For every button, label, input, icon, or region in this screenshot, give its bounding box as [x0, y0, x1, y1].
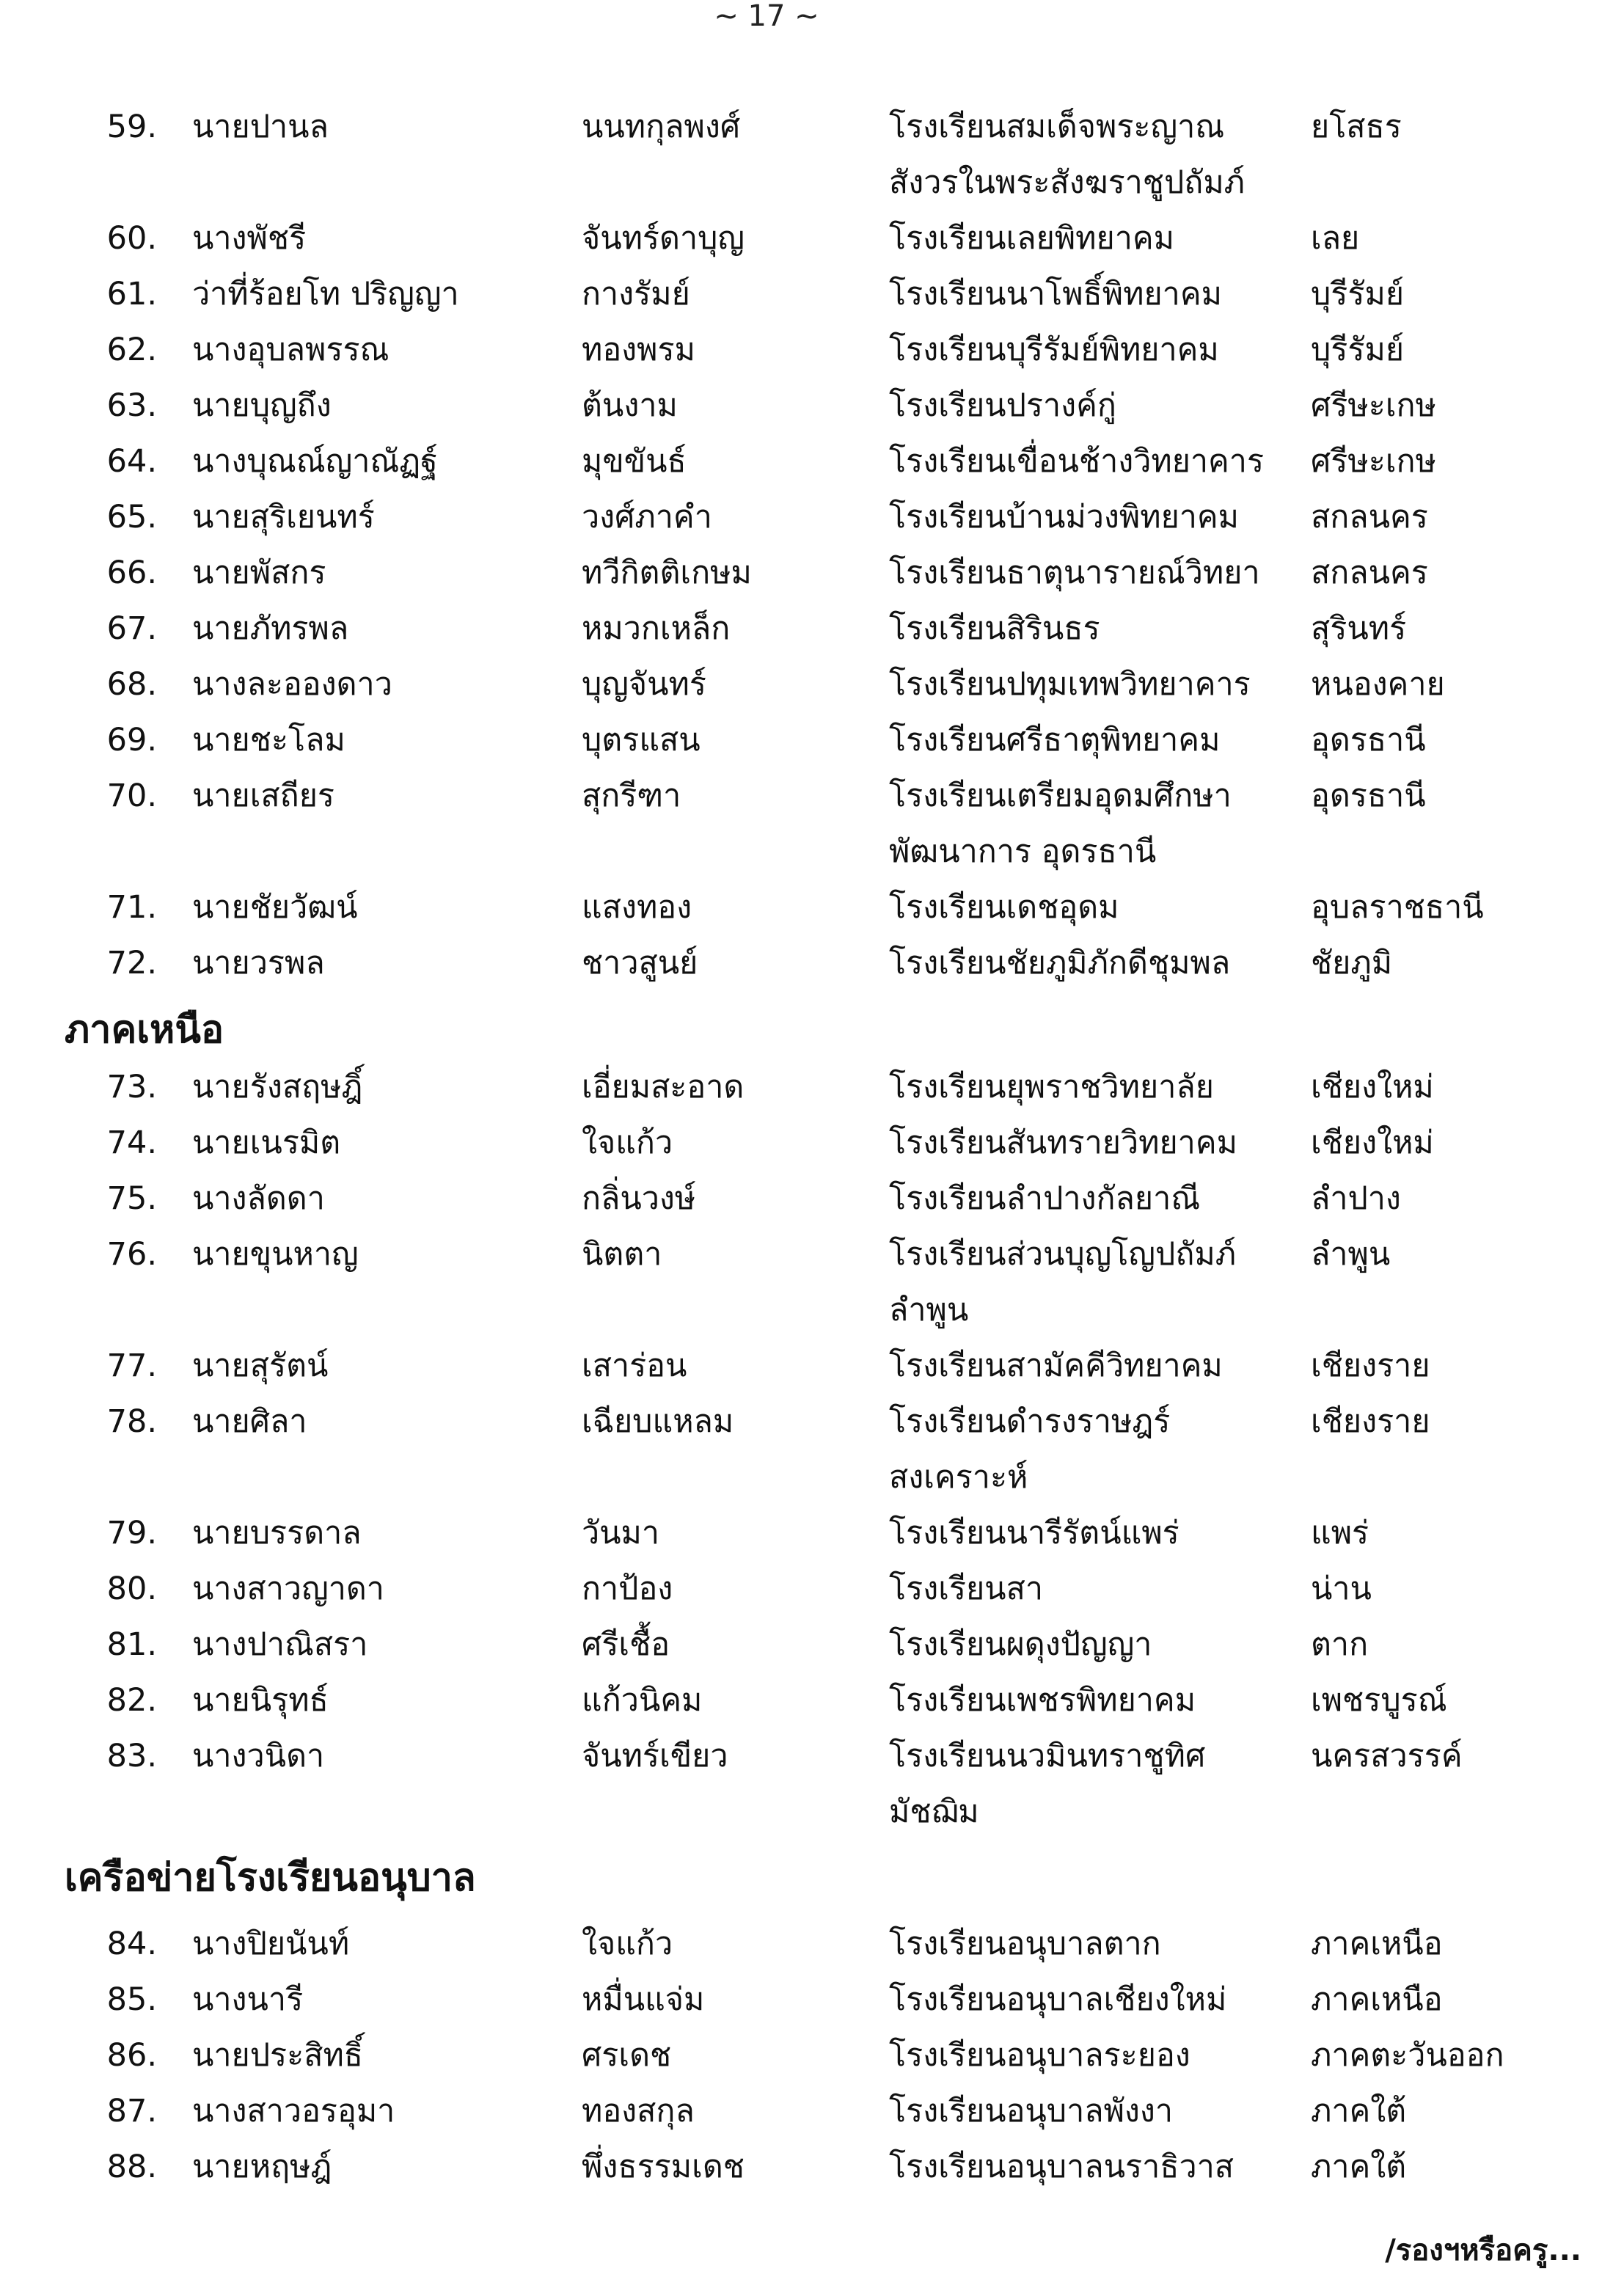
- row-number: 77.: [106, 1348, 157, 1384]
- row-number: 75.: [106, 1180, 157, 1217]
- row-number: 59.: [106, 109, 157, 145]
- province: ศรีษะเกษ: [1311, 387, 1436, 424]
- person-name: นายสุริเยนทร์: [192, 499, 375, 535]
- row-number: 79.: [106, 1515, 157, 1551]
- school-name: โรงเรียนอนุบาลเชียงใหม่: [889, 1981, 1227, 2018]
- school-name: โรงเรียนอนุบาลตาก: [889, 1926, 1161, 1962]
- person-surname: หมวกเหล็ก: [582, 610, 731, 647]
- school-name: โรงเรียนสิรินธร: [889, 610, 1100, 647]
- province: สกลนคร: [1311, 499, 1428, 535]
- person-surname: บุญจันทร์: [582, 666, 706, 703]
- school-name: โรงเรียนธาตุนารายณ์วิทยา: [889, 555, 1260, 591]
- person-surname: แสงทอง: [582, 889, 692, 926]
- person-surname: ใจแก้ว: [582, 1125, 673, 1161]
- person-surname: ชาวสูนย์: [582, 945, 698, 981]
- province: เลย: [1311, 220, 1360, 257]
- person-name: นายบรรดาล: [192, 1515, 362, 1551]
- province: เพชรบูรณ์: [1311, 1682, 1447, 1719]
- school-name: โรงเรียนลำปางกัลยาณี: [889, 1180, 1201, 1217]
- province: บุรีรัมย์: [1311, 276, 1405, 312]
- province: เชียงใหม่: [1311, 1125, 1434, 1161]
- person-name: นายนิรุทธ์: [192, 1682, 329, 1719]
- person-name: นางสาวญาดา: [192, 1571, 384, 1607]
- province: ชัยภูมิ: [1311, 945, 1393, 981]
- person-name: นางปาณิสรา: [192, 1626, 368, 1663]
- province: อุดรธานี: [1311, 722, 1426, 758]
- province: ลำพูน: [1311, 1236, 1391, 1273]
- province: บุรีรัมย์: [1311, 332, 1405, 368]
- row-number: 76.: [106, 1236, 157, 1273]
- province: น่าน: [1311, 1571, 1372, 1607]
- province: ตาก: [1311, 1626, 1369, 1663]
- school-name: โรงเรียนอนุบาลระยอง: [889, 2037, 1190, 2074]
- province: ภาคตะวันออก: [1311, 2037, 1504, 2074]
- province: ภาคใต้: [1311, 2149, 1407, 2185]
- section-heading: ภาคเหนือ: [65, 1008, 224, 1052]
- province: นครสวรรค์: [1311, 1738, 1463, 1774]
- person-surname: วันมา: [582, 1515, 660, 1551]
- person-surname: วงศ์ภาคำ: [582, 499, 712, 535]
- person-name: ว่าที่ร้อยโท ปริญญา: [192, 276, 459, 312]
- row-number: 86.: [106, 2037, 157, 2074]
- person-name: นางอุบลพรรณ: [192, 332, 389, 368]
- school-name: โรงเรียนเดชอุดม: [889, 889, 1119, 926]
- person-name: นายศิลา: [192, 1403, 307, 1440]
- person-name: นายสุรัตน์: [192, 1348, 329, 1384]
- row-number: 62.: [106, 332, 157, 368]
- person-surname: บุตรแสน: [582, 722, 701, 758]
- row-number: 66.: [106, 555, 157, 591]
- school-name: โรงเรียนศรีธาตุพิทยาคม: [889, 722, 1221, 758]
- school-name: โรงเรียนนารีรัตน์แพร่: [889, 1515, 1179, 1551]
- province: ภาคเหนือ: [1311, 1926, 1443, 1962]
- school-name: โรงเรียนชัยภูมิภักดีชุมพล: [889, 945, 1231, 981]
- person-surname: ทองพรม: [582, 332, 695, 368]
- row-number: 60.: [106, 220, 157, 257]
- province: ภาคเหนือ: [1311, 1981, 1443, 2018]
- person-surname: นิตตา: [582, 1236, 662, 1273]
- province: เชียงราย: [1311, 1348, 1430, 1384]
- school-name-continued: มัชฌิม: [889, 1794, 979, 1830]
- row-number: 87.: [106, 2093, 157, 2129]
- continuation-note: /รองฯหรือครู...: [1385, 2234, 1581, 2267]
- row-number: 70.: [106, 778, 157, 814]
- province: ศรีษะเกษ: [1311, 443, 1436, 480]
- person-surname: สุกรีฑา: [582, 778, 681, 814]
- row-number: 80.: [106, 1571, 157, 1607]
- person-surname: ศรเดช: [582, 2037, 672, 2074]
- row-number: 83.: [106, 1738, 157, 1774]
- row-number: 84.: [106, 1926, 157, 1962]
- school-name-continued: พัฒนาการ อุดรธานี: [889, 833, 1157, 870]
- person-surname: มุขขันธ์: [582, 443, 687, 480]
- row-number: 61.: [106, 276, 157, 312]
- person-surname: แก้วนิคม: [582, 1682, 703, 1719]
- person-surname: เฉียบแหลม: [582, 1403, 734, 1440]
- row-number: 78.: [106, 1403, 157, 1440]
- section-heading: เครือข่ายโรงเรียนอนุบาล: [65, 1856, 476, 1900]
- person-name: นายชัยวัฒน์: [192, 889, 358, 926]
- province: หนองคาย: [1311, 666, 1445, 703]
- province: สุรินทร์: [1311, 610, 1407, 647]
- person-name: นายหฤษฎ์: [192, 2149, 332, 2185]
- row-number: 82.: [106, 1682, 157, 1719]
- province: ยโสธร: [1311, 109, 1402, 145]
- school-name: โรงเรียนเพชรพิทยาคม: [889, 1682, 1196, 1719]
- page-number: ~ 17 ~: [714, 0, 819, 33]
- school-name: โรงเรียนสมเด็จพระญาณ: [889, 109, 1225, 145]
- person-name: นายประสิทธิ์: [192, 2037, 364, 2074]
- school-name-continued: สังวรในพระสังฆราชูปถัมภ์: [889, 164, 1246, 201]
- province: เชียงใหม่: [1311, 1069, 1434, 1105]
- row-number: 67.: [106, 610, 157, 647]
- row-number: 71.: [106, 889, 157, 926]
- school-name: โรงเรียนดำรงราษฎร์: [889, 1403, 1171, 1440]
- person-name: นางสาวอรอุมา: [192, 2093, 395, 2129]
- row-number: 63.: [106, 387, 157, 424]
- province: สกลนคร: [1311, 555, 1428, 591]
- person-surname: หมื่นแจ่ม: [582, 1981, 705, 2018]
- person-name: นางพัชรี: [192, 220, 307, 257]
- province: ภาคใต้: [1311, 2093, 1407, 2129]
- school-name: โรงเรียนบุรีรัมย์พิทยาคม: [889, 332, 1219, 368]
- person-name: นายชะโลม: [192, 722, 345, 758]
- row-number: 69.: [106, 722, 157, 758]
- person-surname: ทองสกุล: [582, 2093, 695, 2129]
- person-surname: ศรีเชื้อ: [582, 1626, 670, 1663]
- person-name: นางปิยนันท์: [192, 1926, 350, 1962]
- school-name-continued: ลำพูน: [889, 1292, 969, 1328]
- person-name: นายปานล: [192, 109, 329, 145]
- school-name: โรงเรียนเลยพิทยาคม: [889, 220, 1174, 257]
- person-surname: ทวีกิตติเกษม: [582, 555, 752, 591]
- person-name: นายขุนหาญ: [192, 1236, 359, 1273]
- school-name: โรงเรียนสันทรายวิทยาคม: [889, 1125, 1237, 1161]
- school-name: โรงเรียนเขื่อนช้างวิทยาคาร: [889, 443, 1265, 480]
- school-name: โรงเรียนสา: [889, 1571, 1043, 1607]
- person-surname: จันทร์เขียว: [582, 1738, 728, 1774]
- province: แพร่: [1311, 1515, 1369, 1551]
- person-surname: ต้นงาม: [582, 387, 678, 424]
- person-name: นางลัดดา: [192, 1180, 325, 1217]
- school-name: โรงเรียนบ้านม่วงพิทยาคม: [889, 499, 1240, 535]
- person-surname: เสาร่อน: [582, 1348, 687, 1384]
- school-name: โรงเรียนอนุบาลพังงา: [889, 2093, 1174, 2129]
- school-name: โรงเรียนสามัคคีวิทยาคม: [889, 1348, 1223, 1384]
- person-name: นายเนรมิต: [192, 1125, 341, 1161]
- person-surname: เอี่ยมสะอาด: [582, 1069, 745, 1105]
- row-number: 65.: [106, 499, 157, 535]
- person-name: นายบุญถึง: [192, 387, 332, 424]
- person-surname: จันทร์ดาบุญ: [582, 220, 745, 257]
- school-name: โรงเรียนอนุบาลนราธิวาส: [889, 2149, 1234, 2185]
- person-surname: กางรัมย์: [582, 276, 690, 312]
- province: ลำปาง: [1311, 1180, 1401, 1217]
- row-number: 85.: [106, 1981, 157, 2018]
- province: อุดรธานี: [1311, 778, 1426, 814]
- person-surname: กลิ่นวงษ์: [582, 1180, 696, 1217]
- row-number: 73.: [106, 1069, 157, 1105]
- person-name: นายพัสกร: [192, 555, 326, 591]
- row-number: 72.: [106, 945, 157, 981]
- school-name: โรงเรียนผดุงปัญญา: [889, 1626, 1152, 1663]
- row-number: 74.: [106, 1125, 157, 1161]
- person-name: นางละอองดาว: [192, 666, 392, 703]
- school-name: โรงเรียนยุพราชวิทยาลัย: [889, 1069, 1214, 1105]
- person-surname: นนทกุลพงศ์: [582, 109, 741, 145]
- school-name: โรงเรียนนาโพธิ์พิทยาคม: [889, 276, 1222, 312]
- row-number: 81.: [106, 1626, 157, 1663]
- province: อุบลราชธานี: [1311, 889, 1484, 926]
- row-number: 88.: [106, 2149, 157, 2185]
- person-name: นายภัทรพล: [192, 610, 349, 647]
- row-number: 64.: [106, 443, 157, 480]
- person-surname: กาป้อง: [582, 1571, 673, 1607]
- school-name-continued: สงเคราะห์: [889, 1459, 1028, 1496]
- person-name: นางบุณณ์ญาณัฏฐ์: [192, 443, 438, 480]
- person-name: นางนารี: [192, 1981, 304, 2018]
- province: เชียงราย: [1311, 1403, 1430, 1440]
- school-name: โรงเรียนปรางค์กู่: [889, 387, 1116, 424]
- school-name: โรงเรียนส่วนบุญโญปถัมภ์: [889, 1236, 1237, 1273]
- person-surname: ใจแก้ว: [582, 1926, 673, 1962]
- person-name: นายวรพล: [192, 945, 325, 981]
- school-name: โรงเรียนนวมินทราชูทิศ: [889, 1738, 1206, 1774]
- person-surname: พึ่งธรรมเดช: [582, 2149, 745, 2185]
- person-name: นางวนิดา: [192, 1738, 325, 1774]
- person-name: นายรังสฤษฎิ์: [192, 1069, 363, 1105]
- school-name: โรงเรียนเตรียมอุดมศึกษา: [889, 778, 1232, 814]
- person-name: นายเสถียร: [192, 778, 335, 814]
- row-number: 68.: [106, 666, 157, 703]
- school-name: โรงเรียนปทุมเทพวิทยาคาร: [889, 666, 1251, 703]
